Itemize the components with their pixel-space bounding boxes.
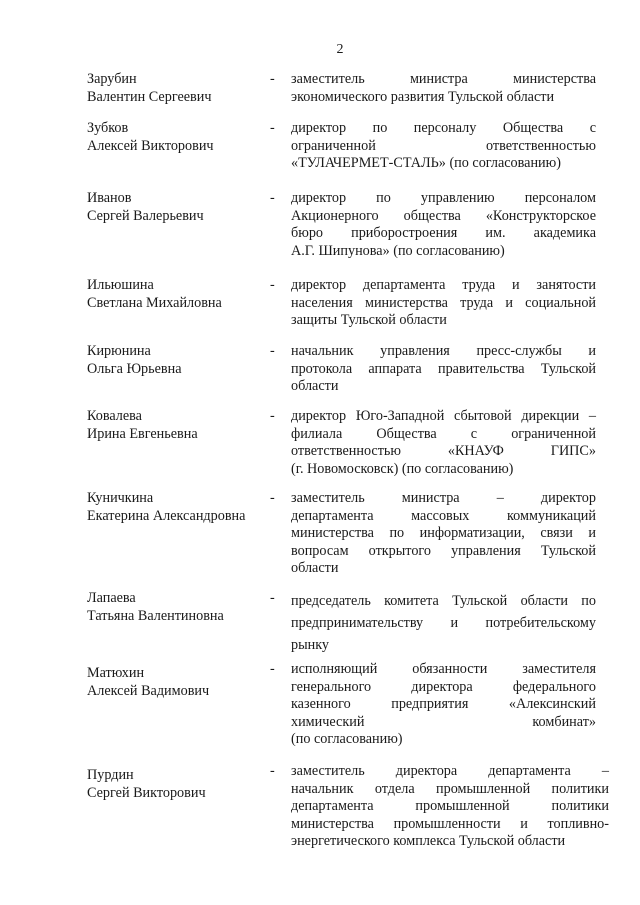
position-line: энергетического комплекса Тульской области	[291, 833, 566, 850]
dash-separator: -	[270, 277, 275, 293]
person-name	[87, 343, 267, 378]
given-names: Сергей Викторович	[87, 784, 206, 801]
given-names: Татьяна Валентиновна	[87, 607, 224, 624]
position-line: (по согласованию)	[291, 731, 403, 748]
surname: Иванов	[87, 190, 132, 206]
position-line: заместитель министра – директор	[291, 490, 596, 506]
position-line: директор по персоналу Общества с	[291, 120, 596, 136]
position-line: протокола аппарата правительства Тульской	[291, 360, 596, 377]
position-description	[291, 490, 596, 578]
person-name	[87, 767, 267, 802]
position-line: Акционерного общества «Конструкторское	[291, 207, 596, 224]
position-line: бюро приборостроения им. академика	[291, 225, 596, 242]
position-line: директор по управлению персоналом	[291, 190, 596, 206]
surname: Пурдин	[87, 767, 134, 783]
position-line: ограниченной ответственностью	[291, 137, 596, 154]
position-description	[291, 120, 596, 173]
position-line: филиала Общества с ограниченной	[291, 425, 596, 442]
position-line: А.Г. Шипунова» (по согласованию)	[291, 242, 505, 259]
dash-separator: -	[270, 490, 275, 506]
person-name	[87, 490, 267, 525]
position-line: населения министерства труда и социальной	[291, 294, 596, 311]
position-description	[291, 190, 596, 260]
position-line: генерального директора федерального	[291, 678, 596, 695]
position-line: департамента промышленной политики	[291, 798, 609, 815]
person-name	[87, 590, 267, 625]
position-line: ответственностью «КНАУФ ГИПС»	[291, 443, 596, 460]
dash-separator: -	[270, 763, 275, 779]
position-line: председатель комитета Тульской области по	[291, 593, 596, 609]
person-name	[87, 120, 267, 155]
given-names: Ирина Евгеньевна	[87, 425, 198, 442]
given-names: Светлана Михайловна	[87, 294, 222, 311]
person-name	[87, 665, 267, 700]
person-name	[87, 190, 267, 225]
dash-separator: -	[270, 120, 275, 136]
given-names: Екатерина Александровна	[87, 507, 246, 524]
position-line: вопросам открытого управления Тульской	[291, 542, 596, 559]
position-line: директор департамента труда и занятости	[291, 277, 596, 293]
position-line: защиты Тульской области	[291, 312, 447, 329]
given-names: Валентин Сергеевич	[87, 88, 212, 105]
position-line: области	[291, 378, 339, 395]
surname: Ильюшина	[87, 277, 154, 293]
surname: Матюхин	[87, 665, 145, 681]
surname: Кирюнина	[87, 343, 151, 359]
position-line: заместитель министра министерства	[291, 71, 596, 87]
person-name	[87, 71, 267, 106]
position-line: начальник управления пресс-службы и	[291, 343, 596, 359]
position-description	[291, 343, 596, 396]
surname: Зубков	[87, 120, 129, 136]
given-names: Ольга Юрьевна	[87, 360, 182, 377]
dash-separator: -	[270, 590, 275, 606]
position-line: предпринимательству и потребительскому	[291, 615, 596, 631]
position-description	[291, 408, 596, 478]
person-name	[87, 277, 267, 312]
position-line: экономического развития Тульской области	[291, 88, 555, 105]
position-line: «ТУЛАЧЕРМЕТ-СТАЛЬ» (по согласованию)	[291, 155, 561, 172]
dash-separator: -	[270, 661, 275, 677]
surname: Ковалева	[87, 408, 142, 424]
position-line: директор Юго-Западной сбытовой дирекции –	[291, 408, 596, 424]
position-description	[291, 661, 596, 749]
dash-separator: -	[270, 190, 275, 206]
position-description	[291, 71, 596, 106]
position-line: департамента массовых коммуникаций	[291, 507, 596, 524]
position-line: (г. Новомосковск) (по согласованию)	[291, 460, 514, 477]
dash-separator: -	[270, 71, 275, 87]
person-name	[87, 408, 267, 443]
dash-separator: -	[270, 408, 275, 424]
surname: Зарубин	[87, 71, 137, 87]
position-line: министерства по информатизации, связи и	[291, 525, 596, 542]
position-description	[291, 763, 609, 851]
position-line: химический комбинат»	[291, 713, 596, 730]
surname: Лапаева	[87, 590, 136, 606]
position-line: заместитель директора департамента –	[291, 763, 609, 779]
surname: Куничкина	[87, 490, 154, 506]
given-names: Алексей Викторович	[87, 137, 214, 154]
position-line: рынку	[291, 637, 330, 653]
position-line: области	[291, 560, 339, 577]
position-line: начальник отдела промышленной политики	[291, 780, 609, 797]
page-number: 2	[336, 42, 344, 57]
position-line: казенного предприятия «Алексинский	[291, 696, 596, 713]
position-description	[291, 590, 596, 656]
position-description	[291, 277, 596, 330]
given-names: Алексей Вадимович	[87, 682, 210, 699]
dash-separator: -	[270, 343, 275, 359]
position-line: министерства промышленности и топливно-	[291, 815, 609, 832]
position-line: исполняющий обязанности заместителя	[291, 661, 596, 677]
given-names: Сергей Валерьевич	[87, 207, 204, 224]
